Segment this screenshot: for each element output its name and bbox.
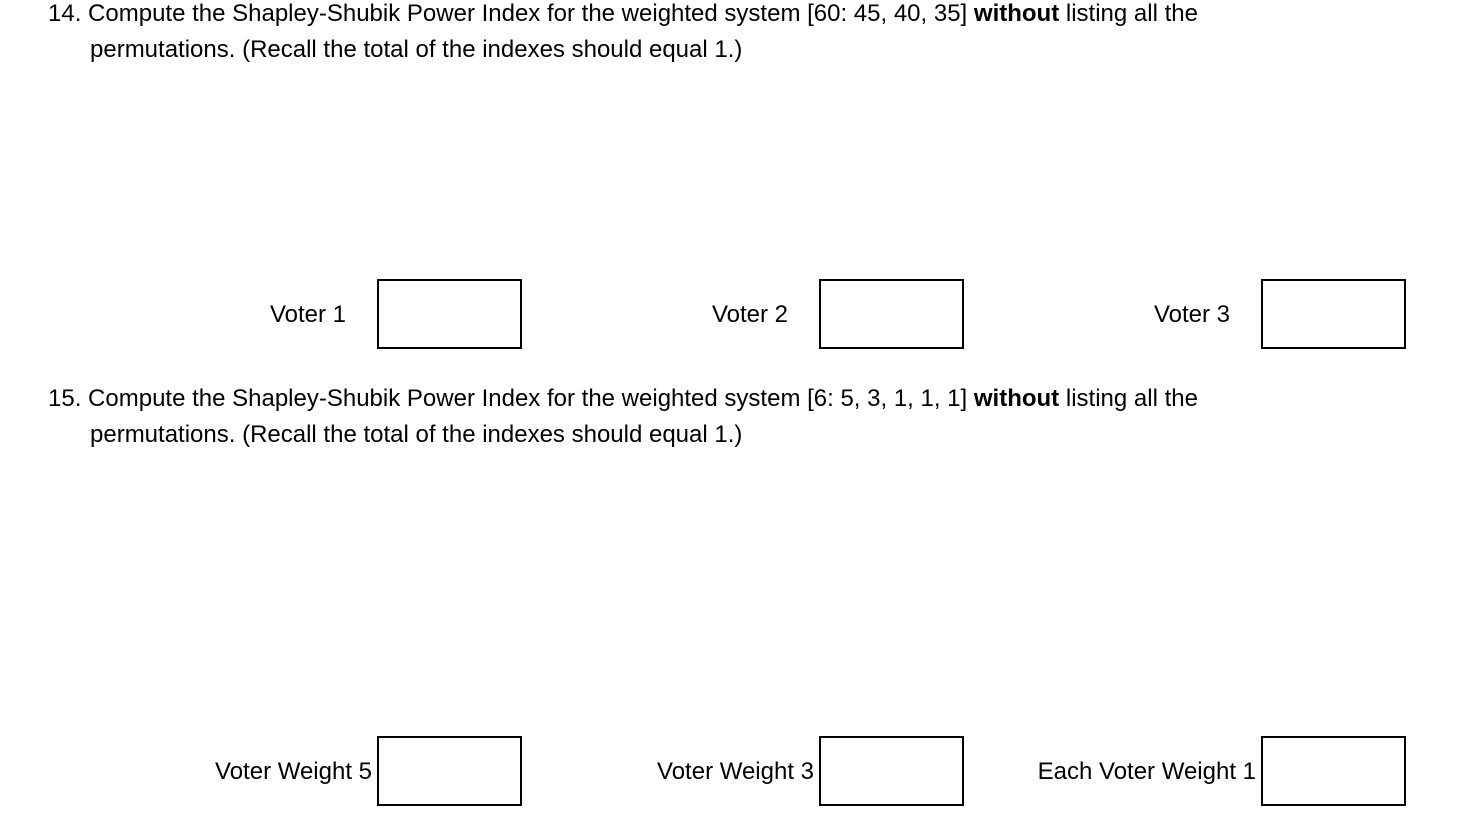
question-15 (48, 381, 1348, 453)
answer-label-voter-weight-3: Voter Weight 3 (657, 758, 814, 785)
answer-box-each-voter-weight-1[interactable] (1261, 736, 1406, 806)
question-text-line2: permutations. (Recall the total of the indexes should equal 1.) (90, 36, 743, 63)
question-text-end: listing all the (1065, 0, 1198, 27)
answer-box-voter-weight-5[interactable] (377, 736, 522, 806)
answer-label-voter-weight-5: Voter Weight 5 (215, 758, 372, 785)
question-text: Compute the Shapley-Shubik Power Index for the weighted system [6: 5, 3, 1, 1, 1] (88, 385, 968, 412)
question-14 (48, 0, 1348, 68)
question-text-end: listing all the (1065, 385, 1198, 412)
answer-box-voter-2[interactable] (819, 279, 964, 349)
question-number: 14. (48, 0, 82, 27)
answer-label-each-voter-weight-1: Each Voter Weight 1 (1037, 758, 1256, 785)
answer-label-voter-2: Voter 2 (711, 301, 788, 328)
question-emphasis: without (973, 385, 1060, 412)
question-emphasis: without (973, 0, 1060, 27)
answer-box-voter-3[interactable] (1261, 279, 1406, 349)
question-number: 15. (48, 385, 82, 412)
answer-box-voter-weight-3[interactable] (819, 736, 964, 806)
answer-label-voter-1: Voter 1 (269, 301, 346, 328)
question-text-line2: permutations. (Recall the total of the indexes should equal 1.) (90, 421, 743, 448)
question-text: Compute the Shapley-Shubik Power Index for the weighted system [60: 45, 40, 35] (88, 0, 968, 27)
answer-label-voter-3: Voter 3 (1153, 301, 1230, 328)
answer-box-voter-1[interactable] (377, 279, 522, 349)
